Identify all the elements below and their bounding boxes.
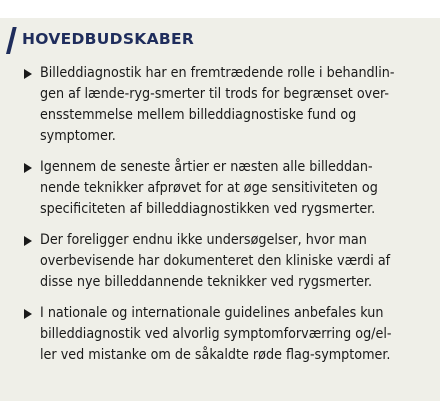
list-item-text: I nationale og internationale guidelines anbefales kun billeddiagnostik ved alvorlig symptomforværring og/el- ler ved mistanke om de såkaldte røde flag-symptomer. (40, 305, 392, 363)
triangle-bullet-icon (24, 163, 32, 173)
heading-accent-bar (6, 27, 17, 54)
list-item (0, 303, 420, 366)
triangle-bullet-icon (24, 69, 32, 79)
list-item-text: Igennem de seneste årtier er næsten alle billeddan- nende teknikker afprøvet for at øge sensitiviteten og specificiteten af billeddiagnostikken ved rygsmerter. (40, 159, 378, 217)
list-item (0, 63, 420, 147)
triangle-bullet-icon (24, 309, 32, 319)
key-messages-list (0, 63, 420, 376)
key-messages-box (0, 18, 440, 401)
list-item-text: Der foreligger endnu ikke undersøgelser, hvor man overbevisende har dokumenteret den kliniske værdi af disse nye billeddannende teknikker ved rygsmerter. (40, 232, 391, 290)
triangle-bullet-icon (24, 236, 32, 246)
list-item-text: Billeddiagnostik har en fremtrædende rolle i behandlin- gen af lænde-ryg-smerter til trods for begrænset over- ensstemmelse mellem billeddiagnostiske fund og symptomer. (40, 65, 395, 144)
list-item (0, 230, 420, 293)
box-heading: HOVEDBUDSKABER (22, 30, 195, 48)
list-item (0, 157, 420, 220)
